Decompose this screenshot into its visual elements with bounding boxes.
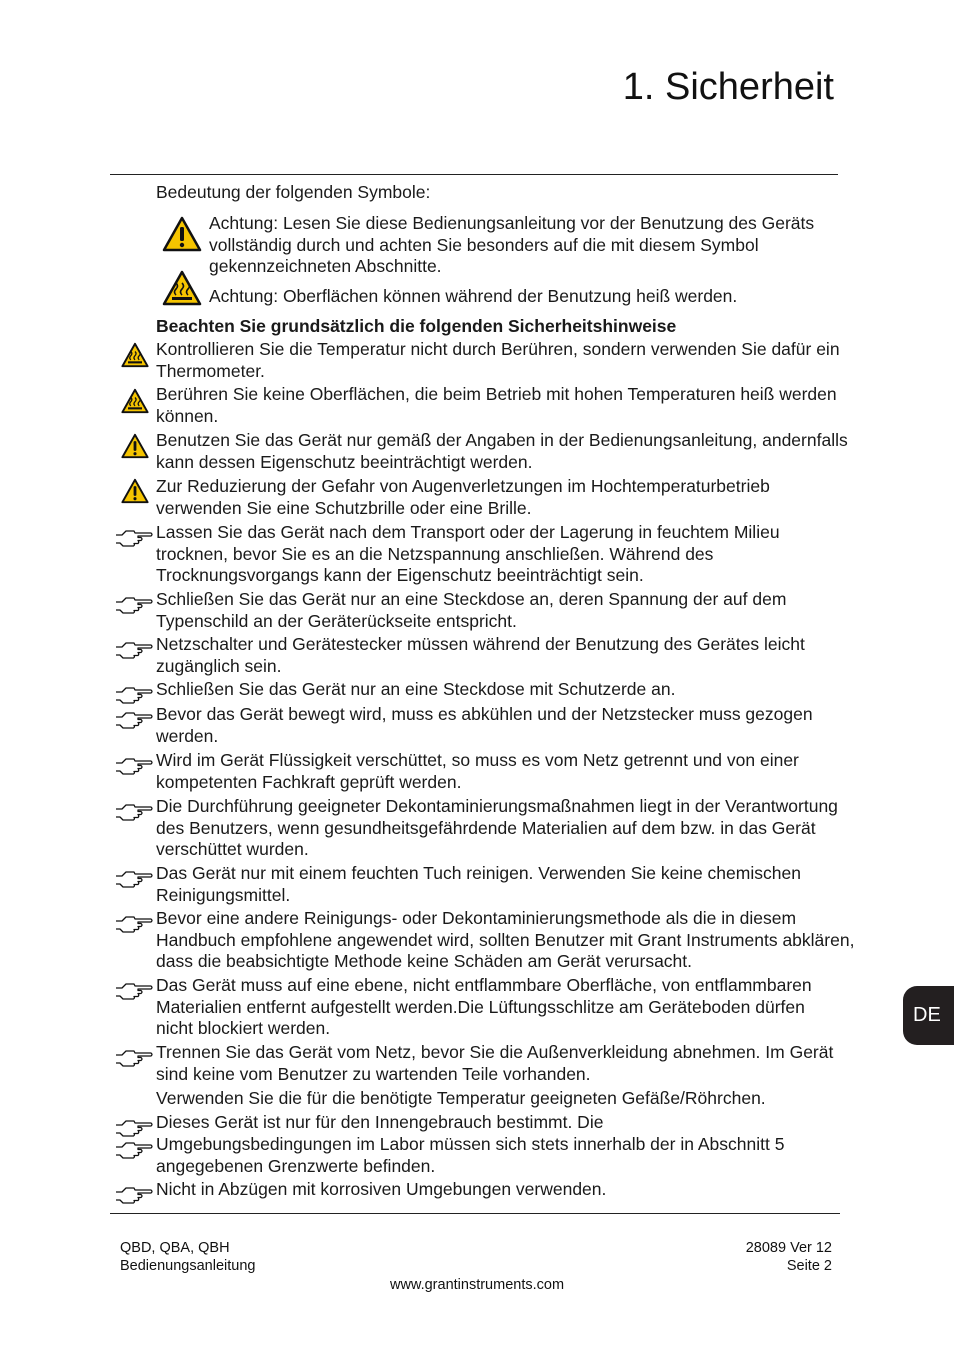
pointing-hand-icon xyxy=(114,1184,154,1204)
warning-symbol-text: Achtung: Lesen Sie diese Bedienungsanleitung vor der Benutzung des Geräts vollständig durch und achten Sie besonders auf die mit diesem Symbol gekennzeichneten Abschnitte. xyxy=(209,213,815,276)
hot-surface-icon xyxy=(121,388,149,414)
hot-surface-icon xyxy=(162,270,202,306)
safety-item: Berühren Sie keine Oberflächen, die beim Betrieb mit hohen Temperaturen heiß werden können. xyxy=(156,384,837,426)
page-title: 1. Sicherheit xyxy=(622,66,834,108)
symbols-intro: Bedeutung der folgenden Symbole: xyxy=(156,182,431,202)
safety-item: Das Gerät muss auf eine ebene, nicht entflammbare Oberfläche, von entflammbaren Materialien entfernt aufgestellt werden.Die Lüftungsschlitze am Geräteboden dürfen nicht blockiert werden. xyxy=(156,975,812,1038)
footer-page-number: Seite 2 xyxy=(786,1258,832,1274)
safety-item: Bevor eine andere Reinigungs- oder Dekontaminierungsmethode als die in diesem Handbuch empfohlene angewendet wird, sollten Benutzer mit Grant Instruments abklären, dass die beabsichtigte Methode keine Schäden am Gerät verursacht. xyxy=(156,908,855,971)
safety-item: Trennen Sie das Gerät vom Netz, bevor Sie die Außenverkleidung abnehmen. Im Gerät sind keine vom Benutzer zu wartenden Teile vorhanden. xyxy=(156,1042,834,1084)
safety-item: Netzschalter und Gerätestecker müssen während der Benutzung des Gerätes leicht zugänglich sein. xyxy=(156,634,805,676)
hot-symbol-text: Achtung: Oberflächen können während der Benutzung heiß werden. xyxy=(209,286,738,306)
warning-icon xyxy=(121,433,149,459)
header-divider xyxy=(110,174,838,175)
pointing-hand-icon xyxy=(114,980,154,1000)
pointing-hand-icon xyxy=(114,684,154,704)
safety-item: Nicht in Abzügen mit korrosiven Umgebungen verwenden. xyxy=(156,1179,607,1199)
pointing-hand-icon xyxy=(114,1139,154,1159)
hot-surface-icon xyxy=(121,342,149,368)
footer-doc-type: Bedienungsanleitung xyxy=(120,1258,256,1274)
safety-item: Dieses Gerät ist nur für den Innengebrauch bestimmt. Die xyxy=(156,1112,604,1132)
pointing-hand-icon xyxy=(114,527,154,547)
safety-item: Wird im Gerät Flüssigkeit verschüttet, so muss es vom Netz getrennt und von einer kompetenten Fachkraft geprüft werden. xyxy=(156,750,799,792)
pointing-hand-icon xyxy=(114,755,154,775)
safety-item: Die Durchführung geeigneter Dekontaminierungsmaßnahmen liegt in der Verantwortung des Benutzers, wenn gesundheitsgefährdende Materialien auf dem bzw. in das Gerät verschüttet wurden. xyxy=(156,796,838,859)
pointing-hand-icon xyxy=(114,709,154,729)
safety-item: Kontrollieren Sie die Temperatur nicht durch Berühren, sondern verwenden Sie dafür ein Thermometer. xyxy=(156,339,840,381)
pointing-hand-icon xyxy=(114,801,154,821)
pointing-hand-icon xyxy=(114,1047,154,1067)
warning-icon xyxy=(121,478,149,504)
safety-item: Zur Reduzierung der Gefahr von Augenverletzungen im Hochtemperaturbetrieb verwenden Sie eine Schutzbrille oder eine Brille. xyxy=(156,476,770,518)
safety-item: Bevor das Gerät bewegt wird, muss es abkühlen und der Netzstecker muss gezogen werden. xyxy=(156,704,813,746)
safety-item: Schließen Sie das Gerät nur an eine Steckdose an, deren Spannung der auf dem Typenschild an der Geräterückseite entspricht. xyxy=(156,589,787,631)
safety-item: Umgebungsbedingungen im Labor müssen sich stets innerhalb der in Abschnitt 5 angegebenen Grenzwerte befinden. xyxy=(156,1134,785,1176)
pointing-hand-icon xyxy=(114,594,154,614)
safety-item: Lassen Sie das Gerät nach dem Transport oder der Lagerung in feuchtem Milieu trocknen, bevor Sie es an die Netzspannung anschließen. Während des Trocknungsvorgangs kann der Eigenschutz beeinträchtigt sein. xyxy=(156,522,780,585)
pointing-hand-icon xyxy=(114,868,154,888)
safety-item: Schließen Sie das Gerät nur an eine Steckdose mit Schutzerde an. xyxy=(156,679,676,699)
language-tab: DE xyxy=(903,986,954,1045)
pointing-hand-icon xyxy=(114,639,154,659)
footer-model: QBD, QBA, QBH xyxy=(120,1240,230,1256)
footer-version: 28089 Ver 12 xyxy=(745,1240,832,1256)
warning-icon xyxy=(162,216,202,252)
footer-divider xyxy=(110,1213,840,1214)
footer-website: www.grantinstruments.com xyxy=(389,1277,565,1293)
safety-item: Benutzen Sie das Gerät nur gemäß der Angaben in der Bedienungsanleitung, andernfalls kann dessen Eigenschutz beeinträchtigt werden. xyxy=(156,430,848,472)
safety-item: Verwenden Sie die für die benötigte Temperatur geeigneten Gefäße/Röhrchen. xyxy=(156,1088,766,1108)
safety-heading: Beachten Sie grundsätzlich die folgenden Sicherheitshinweise xyxy=(156,316,677,336)
pointing-hand-icon xyxy=(114,913,154,933)
safety-item: Das Gerät nur mit einem feuchten Tuch reinigen. Verwenden Sie keine chemischen Reinigungsmittel. xyxy=(156,863,801,905)
pointing-hand-icon xyxy=(114,1117,154,1137)
